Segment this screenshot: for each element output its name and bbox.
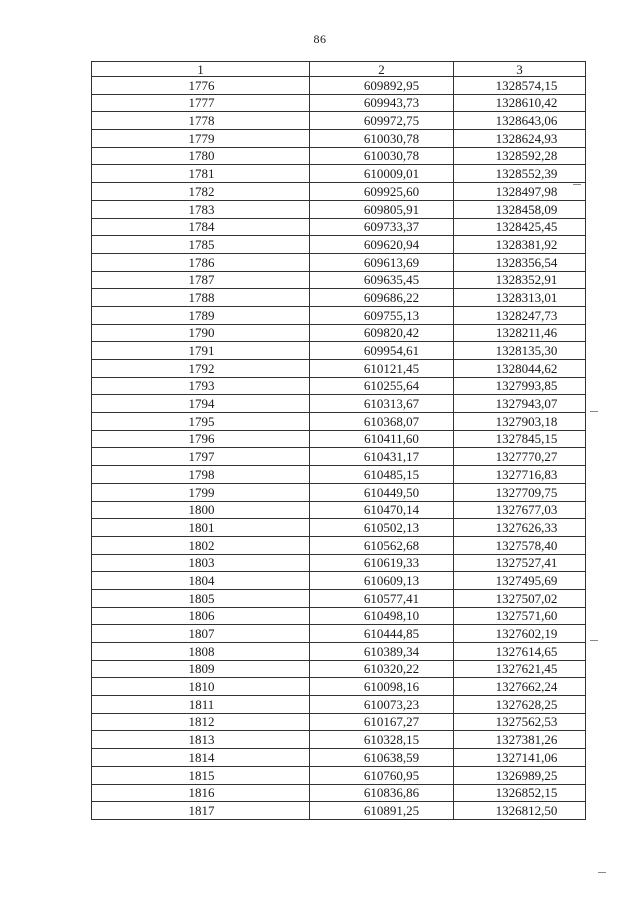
- coordinate-y-cell: 1328211,46: [454, 324, 586, 342]
- table-row: [92, 112, 586, 130]
- coordinate-y-cell: 1327662,24: [454, 678, 586, 696]
- coordinate-x-cell: 610470,14: [310, 501, 454, 519]
- point-number-cell: 1797: [92, 448, 310, 466]
- coordinate-y-cell: 1327903,18: [454, 413, 586, 431]
- table-row: [92, 360, 586, 378]
- table-row: [92, 236, 586, 254]
- coordinate-y-cell: 1328643,06: [454, 112, 586, 130]
- table-row: [92, 130, 586, 148]
- coordinate-x-cell: 609635,45: [310, 271, 454, 289]
- scan-mark: [573, 184, 581, 185]
- coordinate-y-cell: 1327770,27: [454, 448, 586, 466]
- coordinate-x-cell: 609613,69: [310, 253, 454, 271]
- point-number-cell: 1803: [92, 554, 310, 572]
- coordinate-y-cell: 1327495,69: [454, 572, 586, 590]
- table-row: [92, 200, 586, 218]
- coordinate-y-cell: 1327677,03: [454, 501, 586, 519]
- coordinate-y-cell: 1327993,85: [454, 377, 586, 395]
- table-row: [92, 448, 586, 466]
- coordinate-y-cell: 1326852,15: [454, 784, 586, 802]
- point-number-cell: 1799: [92, 483, 310, 501]
- point-number-cell: 1810: [92, 678, 310, 696]
- point-number-cell: 1778: [92, 112, 310, 130]
- table-row: [92, 643, 586, 661]
- table-header: [92, 62, 586, 77]
- coordinate-x-cell: 610313,67: [310, 395, 454, 413]
- point-number-cell: 1785: [92, 236, 310, 254]
- coordinate-x-cell: 610449,50: [310, 483, 454, 501]
- point-number-cell: 1790: [92, 324, 310, 342]
- header-coordinate-y: 3: [454, 62, 586, 77]
- point-number-cell: 1804: [92, 572, 310, 590]
- coordinate-x-cell: 610577,41: [310, 589, 454, 607]
- coordinate-x-cell: 610009,01: [310, 165, 454, 183]
- coordinate-y-cell: 1328247,73: [454, 306, 586, 324]
- coordinate-x-cell: 610328,15: [310, 731, 454, 749]
- point-number-cell: 1817: [92, 802, 310, 820]
- coordinate-x-cell: 610320,22: [310, 660, 454, 678]
- point-number-cell: 1801: [92, 519, 310, 537]
- point-number-cell: 1807: [92, 625, 310, 643]
- point-number-cell: 1806: [92, 607, 310, 625]
- coordinate-x-cell: 610498,10: [310, 607, 454, 625]
- point-number-cell: 1782: [92, 183, 310, 201]
- point-number-cell: 1792: [92, 360, 310, 378]
- point-number-cell: 1789: [92, 306, 310, 324]
- coordinate-x-cell: 609972,75: [310, 112, 454, 130]
- coordinate-y-cell: 1327602,19: [454, 625, 586, 643]
- coordinate-x-cell: 610502,13: [310, 519, 454, 537]
- point-number-cell: 1777: [92, 94, 310, 112]
- header-point-number: 1: [92, 62, 310, 77]
- table-row: [92, 483, 586, 501]
- coordinates-table: [91, 61, 586, 820]
- point-number-cell: 1791: [92, 342, 310, 360]
- point-number-cell: 1816: [92, 784, 310, 802]
- point-number-cell: 1813: [92, 731, 310, 749]
- table-row: [92, 342, 586, 360]
- table-row: [92, 306, 586, 324]
- coordinate-y-cell: 1328610,42: [454, 94, 586, 112]
- header-row: [92, 62, 586, 77]
- coordinate-y-cell: 1328624,93: [454, 130, 586, 148]
- table-row: [92, 253, 586, 271]
- coordinate-x-cell: 610760,95: [310, 766, 454, 784]
- point-number-cell: 1795: [92, 413, 310, 431]
- table-row: [92, 324, 586, 342]
- point-number-cell: 1800: [92, 501, 310, 519]
- point-number-cell: 1796: [92, 430, 310, 448]
- coordinate-x-cell: 609820,42: [310, 324, 454, 342]
- point-number-cell: 1786: [92, 253, 310, 271]
- point-number-cell: 1787: [92, 271, 310, 289]
- point-number-cell: 1783: [92, 200, 310, 218]
- table-row: [92, 749, 586, 767]
- coordinate-x-cell: 609892,95: [310, 77, 454, 95]
- coordinate-y-cell: 1328552,39: [454, 165, 586, 183]
- coordinate-x-cell: 610609,13: [310, 572, 454, 590]
- table-row: [92, 536, 586, 554]
- coordinate-y-cell: 1327614,65: [454, 643, 586, 661]
- table-row: [92, 678, 586, 696]
- coordinate-y-cell: 1327381,26: [454, 731, 586, 749]
- point-number-cell: 1781: [92, 165, 310, 183]
- coordinate-y-cell: 1327571,60: [454, 607, 586, 625]
- coordinate-y-cell: 1326989,25: [454, 766, 586, 784]
- coordinate-x-cell: 610030,78: [310, 130, 454, 148]
- coordinate-y-cell: 1327716,83: [454, 466, 586, 484]
- coordinate-y-cell: 1327845,15: [454, 430, 586, 448]
- table-row: [92, 466, 586, 484]
- table-row: [92, 554, 586, 572]
- coordinate-x-cell: 610167,27: [310, 713, 454, 731]
- table-row: [92, 218, 586, 236]
- coordinate-x-cell: 609805,91: [310, 200, 454, 218]
- coordinate-x-cell: 609954,61: [310, 342, 454, 360]
- coordinate-x-cell: 610121,45: [310, 360, 454, 378]
- point-number-cell: 1798: [92, 466, 310, 484]
- coordinate-y-cell: 1327626,33: [454, 519, 586, 537]
- coordinate-y-cell: 1328313,01: [454, 289, 586, 307]
- coordinate-x-cell: 610485,15: [310, 466, 454, 484]
- table-row: [92, 395, 586, 413]
- coordinate-y-cell: 1328574,15: [454, 77, 586, 95]
- coordinate-y-cell: 1327578,40: [454, 536, 586, 554]
- coordinate-y-cell: 1327562,53: [454, 713, 586, 731]
- coordinate-x-cell: 610411,60: [310, 430, 454, 448]
- table-row: [92, 572, 586, 590]
- point-number-cell: 1812: [92, 713, 310, 731]
- point-number-cell: 1780: [92, 147, 310, 165]
- coordinate-y-cell: 1328381,92: [454, 236, 586, 254]
- table-row: [92, 289, 586, 307]
- table-row: [92, 183, 586, 201]
- coordinate-x-cell: 610255,64: [310, 377, 454, 395]
- point-number-cell: 1805: [92, 589, 310, 607]
- point-number-cell: 1793: [92, 377, 310, 395]
- coordinate-y-cell: 1328044,62: [454, 360, 586, 378]
- coordinate-y-cell: 1328135,30: [454, 342, 586, 360]
- point-number-cell: 1809: [92, 660, 310, 678]
- coordinate-y-cell: 1327709,75: [454, 483, 586, 501]
- coordinate-y-cell: 1328592,28: [454, 147, 586, 165]
- table-row: [92, 377, 586, 395]
- table-row: [92, 413, 586, 431]
- coordinate-x-cell: 610638,59: [310, 749, 454, 767]
- coordinate-x-cell: 609733,37: [310, 218, 454, 236]
- table-row: [92, 625, 586, 643]
- table-row: [92, 519, 586, 537]
- coordinate-x-cell: 610891,25: [310, 802, 454, 820]
- coordinate-y-cell: 1328458,09: [454, 200, 586, 218]
- table-row: [92, 271, 586, 289]
- point-number-cell: 1814: [92, 749, 310, 767]
- table-row: [92, 589, 586, 607]
- coordinate-y-cell: 1327943,07: [454, 395, 586, 413]
- coordinate-y-cell: 1326812,50: [454, 802, 586, 820]
- coordinate-y-cell: 1328425,45: [454, 218, 586, 236]
- coordinate-x-cell: 609620,94: [310, 236, 454, 254]
- point-number-cell: 1794: [92, 395, 310, 413]
- point-number-cell: 1802: [92, 536, 310, 554]
- coordinate-x-cell: 610073,23: [310, 696, 454, 714]
- coordinate-y-cell: 1327628,25: [454, 696, 586, 714]
- coordinate-y-cell: 1328352,91: [454, 271, 586, 289]
- coordinate-y-cell: 1327527,41: [454, 554, 586, 572]
- scan-mark: [598, 872, 606, 873]
- table-row: [92, 802, 586, 820]
- coordinate-x-cell: 609755,13: [310, 306, 454, 324]
- coordinate-y-cell: 1327621,45: [454, 660, 586, 678]
- table-row: [92, 94, 586, 112]
- table-row: [92, 607, 586, 625]
- table-row: [92, 501, 586, 519]
- table-row: [92, 165, 586, 183]
- point-number-cell: 1788: [92, 289, 310, 307]
- table-row: [92, 784, 586, 802]
- coordinate-x-cell: 610562,68: [310, 536, 454, 554]
- coordinate-y-cell: 1327141,06: [454, 749, 586, 767]
- coordinate-x-cell: 609943,73: [310, 94, 454, 112]
- point-number-cell: 1784: [92, 218, 310, 236]
- table-row: [92, 147, 586, 165]
- table-row: [92, 731, 586, 749]
- coordinate-x-cell: 610030,78: [310, 147, 454, 165]
- coordinate-x-cell: 610389,34: [310, 643, 454, 661]
- scan-mark: [590, 411, 598, 412]
- coordinate-y-cell: 1328356,54: [454, 253, 586, 271]
- coordinate-x-cell: 609925,60: [310, 183, 454, 201]
- point-number-cell: 1815: [92, 766, 310, 784]
- table-row: [92, 430, 586, 448]
- table-row: [92, 766, 586, 784]
- coordinate-y-cell: 1327507,02: [454, 589, 586, 607]
- table-row: [92, 696, 586, 714]
- coordinate-x-cell: 610836,86: [310, 784, 454, 802]
- coordinate-x-cell: 610098,16: [310, 678, 454, 696]
- coordinate-x-cell: 609686,22: [310, 289, 454, 307]
- point-number-cell: 1776: [92, 77, 310, 95]
- table-row: [92, 77, 586, 95]
- coordinate-x-cell: 610368,07: [310, 413, 454, 431]
- table-body: [92, 77, 586, 820]
- scan-mark: [590, 640, 598, 641]
- coordinate-y-cell: 1328497,98: [454, 183, 586, 201]
- coordinate-x-cell: 610619,33: [310, 554, 454, 572]
- header-coordinate-x: 2: [310, 62, 454, 77]
- table-row: [92, 660, 586, 678]
- page-number: 86: [313, 32, 327, 46]
- table-row: [92, 713, 586, 731]
- coordinate-x-cell: 610431,17: [310, 448, 454, 466]
- point-number-cell: 1779: [92, 130, 310, 148]
- point-number-cell: 1811: [92, 696, 310, 714]
- coordinate-x-cell: 610444,85: [310, 625, 454, 643]
- point-number-cell: 1808: [92, 643, 310, 661]
